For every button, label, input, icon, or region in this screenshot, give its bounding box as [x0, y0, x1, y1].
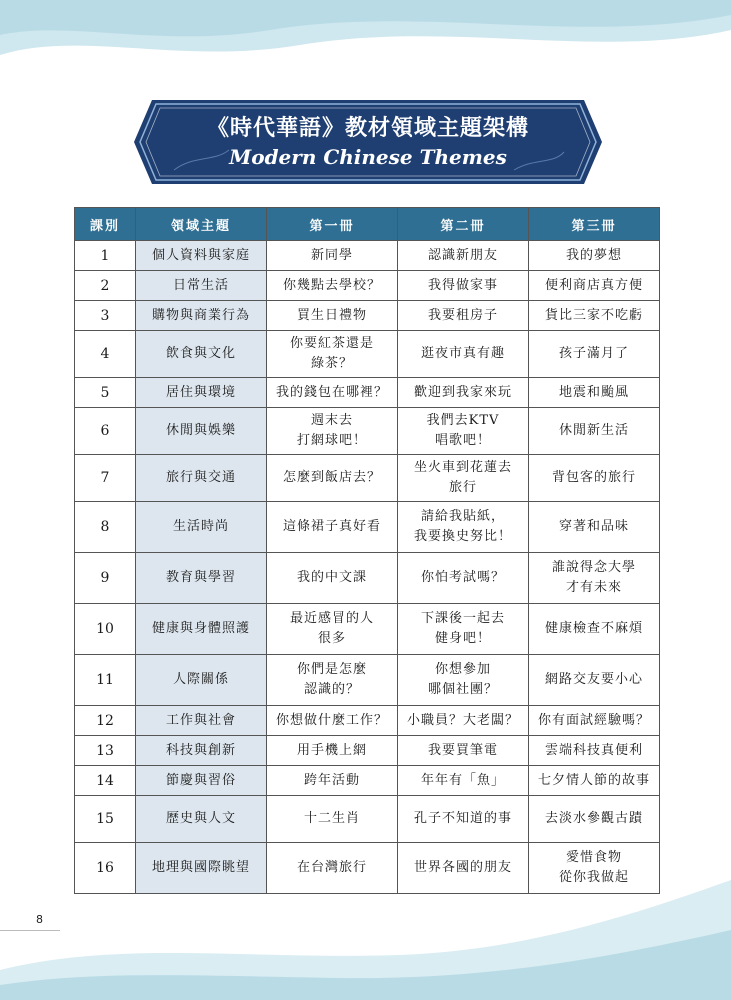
- book-2-cell-line: 哪個社團？: [427, 682, 498, 697]
- domain-cell-line: 地理與國際眺望: [151, 860, 250, 875]
- book-2-cell: [398, 655, 529, 706]
- lesson-number-cell: 14: [75, 766, 136, 796]
- book-1-cell-line: 你們是怎麼: [296, 662, 367, 677]
- domain-cell-line: 日常生活: [172, 277, 229, 293]
- book-1-cell: [267, 706, 398, 736]
- table-row: [75, 604, 660, 655]
- book-1-cell-line: 綠茶？: [310, 356, 353, 371]
- book-1-cell-line: 我的中文課: [296, 570, 367, 585]
- book-2-cell-line: 年年有「魚」: [420, 772, 505, 788]
- book-2-cell: [398, 378, 529, 408]
- book-3-cell: [529, 766, 660, 796]
- table-row: [75, 736, 660, 766]
- domain-cell: [136, 301, 267, 331]
- domain-cell: [136, 706, 267, 736]
- table-header-row: [75, 208, 660, 241]
- domain-cell: [136, 271, 267, 301]
- book-2-cell-line: 你想參加: [434, 662, 491, 677]
- book-1-cell-line: 最近感冒的人: [289, 611, 374, 626]
- lesson-number-cell: 15: [75, 796, 136, 843]
- book-1-cell-line: 你想做什麼工作？: [275, 712, 388, 728]
- book-3-cell: [529, 553, 660, 604]
- title-banner: [134, 100, 602, 184]
- book-1-cell-line: 週末去: [310, 413, 353, 428]
- domain-cell: [136, 604, 267, 655]
- lesson-number-cell: 5: [75, 378, 136, 408]
- book-3-cell-line: 健康檢查不麻煩: [544, 621, 643, 636]
- lesson-number-cell: 8: [75, 502, 136, 553]
- book-1-cell: [267, 301, 398, 331]
- book-2-cell: [398, 271, 529, 301]
- domain-cell: [136, 766, 267, 796]
- book-3-cell: [529, 604, 660, 655]
- book-3-cell: [529, 796, 660, 843]
- book-1-cell-line: 你要紅茶還是: [289, 336, 374, 351]
- lesson-number-cell: 1: [75, 241, 136, 271]
- domain-cell-line: 科技與創新: [165, 742, 236, 758]
- book-3-cell-line: 誰說得念大學: [551, 560, 636, 575]
- book-3-cell-line: 貨比三家不吃虧: [544, 307, 643, 323]
- book-3-cell: [529, 655, 660, 706]
- book-1-cell: [267, 655, 398, 706]
- book-3-cell: [529, 455, 660, 502]
- domain-cell-line: 購物與商業行為: [151, 307, 250, 323]
- book-3-cell: [529, 331, 660, 378]
- book-3-cell: [529, 241, 660, 271]
- book-1-cell: [267, 241, 398, 271]
- domain-cell: [136, 655, 267, 706]
- header-lesson: 課別: [75, 208, 136, 241]
- book-1-cell-line: 打網球吧！: [296, 433, 367, 448]
- book-1-cell: [267, 843, 398, 894]
- book-1-cell: [267, 502, 398, 553]
- book-1-cell-line: 十二生肖: [303, 811, 360, 826]
- book-3-cell-line: 才有未來: [565, 580, 622, 595]
- book-1-cell: [267, 455, 398, 502]
- book-2-cell: [398, 796, 529, 843]
- domain-cell-line: 健康與身體照護: [151, 621, 250, 636]
- book-1-cell: [267, 796, 398, 843]
- domain-cell-line: 休閒與娛樂: [165, 423, 236, 438]
- table-row: [75, 455, 660, 502]
- domain-cell-line: 個人資料與家庭: [151, 247, 250, 263]
- table-row: [75, 378, 660, 408]
- table-row: [75, 553, 660, 604]
- book-3-cell-line: 雲端科技真便利: [544, 742, 643, 758]
- table-row: [75, 766, 660, 796]
- domain-cell-line: 人際關係: [172, 672, 229, 687]
- banner-title: 《時代華語》教材領域主題架構: [206, 116, 529, 141]
- book-3-cell-line: 休閒新生活: [558, 423, 629, 438]
- book-1-cell: [267, 736, 398, 766]
- domain-cell-line: 生活時尚: [172, 519, 229, 534]
- lesson-number-cell: 3: [75, 301, 136, 331]
- book-3-cell-line: 七夕情人節的故事: [537, 772, 650, 788]
- book-2-cell: [398, 301, 529, 331]
- header-book-1: 第一冊: [267, 208, 398, 241]
- book-1-cell-line: 你幾點去學校？: [282, 277, 381, 293]
- book-3-cell-line: 從你我做起: [558, 870, 629, 885]
- table-row: [75, 843, 660, 894]
- domain-cell: [136, 408, 267, 455]
- table-row: [75, 331, 660, 378]
- lesson-number-cell: 9: [75, 553, 136, 604]
- book-2-cell-line: 孔子不知道的事: [413, 811, 512, 826]
- book-2-cell-line: 我要換史努比！: [413, 529, 512, 544]
- domain-cell: [136, 241, 267, 271]
- page-number: 8: [36, 913, 43, 926]
- book-1-cell: [267, 766, 398, 796]
- book-1-cell: [267, 408, 398, 455]
- book-1-cell: [267, 331, 398, 378]
- lesson-number-cell: 10: [75, 604, 136, 655]
- book-2-cell: [398, 604, 529, 655]
- domain-cell-line: 工作與社會: [165, 712, 236, 728]
- lesson-number-cell: 2: [75, 271, 136, 301]
- book-3-cell-line: 穿著和品味: [558, 519, 629, 534]
- book-1-cell-line: 我的錢包在哪裡？: [275, 384, 388, 400]
- book-1-cell: [267, 604, 398, 655]
- book-3-cell: [529, 502, 660, 553]
- book-2-cell-line: 你怕考試嗎？: [420, 570, 505, 585]
- book-2-cell: [398, 455, 529, 502]
- book-2-cell-line: 健身吧！: [434, 631, 491, 646]
- domain-cell: [136, 502, 267, 553]
- book-2-cell-line: 世界各國的朋友: [413, 860, 512, 875]
- themes-table: [74, 207, 660, 894]
- book-2-cell: [398, 843, 529, 894]
- book-3-cell: [529, 706, 660, 736]
- book-2-cell: [398, 502, 529, 553]
- domain-cell: [136, 736, 267, 766]
- table-row: [75, 301, 660, 331]
- book-2-cell-line: 逛夜市真有趣: [420, 346, 505, 361]
- book-1-cell-line: 買生日禮物: [296, 307, 367, 323]
- book-2-cell: [398, 241, 529, 271]
- book-2-cell-line: 我要買筆電: [427, 742, 498, 758]
- book-2-cell: [398, 331, 529, 378]
- book-2-cell-line: 小職員？大老闆？: [406, 712, 519, 728]
- book-2-cell: [398, 706, 529, 736]
- domain-cell-line: 居住與環境: [165, 384, 236, 400]
- book-1-cell-line: 用手機上網: [296, 742, 367, 758]
- book-3-cell: [529, 843, 660, 894]
- book-2-cell-line: 我要租房子: [427, 307, 498, 323]
- book-2-cell-line: 我們去KTV: [426, 413, 500, 428]
- book-3-cell: [529, 736, 660, 766]
- domain-cell: [136, 378, 267, 408]
- book-3-cell: [529, 271, 660, 301]
- table-row: [75, 796, 660, 843]
- domain-cell: [136, 455, 267, 502]
- lesson-number-cell: 13: [75, 736, 136, 766]
- banner-subtitle: Modern Chinese Themes: [229, 145, 507, 169]
- lesson-number-cell: 12: [75, 706, 136, 736]
- page-number-rule: [0, 930, 60, 931]
- domain-cell: [136, 553, 267, 604]
- domain-cell: [136, 331, 267, 378]
- book-1-cell-line: 在台灣旅行: [296, 860, 367, 875]
- book-1-cell-line: 怎麼到飯店去？: [282, 470, 381, 485]
- table-row: [75, 408, 660, 455]
- header-book-2: 第二冊: [398, 208, 529, 241]
- table-row: [75, 502, 660, 553]
- header-domain: 領域主題: [136, 208, 267, 241]
- lesson-number-cell: 4: [75, 331, 136, 378]
- book-3-cell-line: 愛惜食物: [565, 850, 622, 865]
- book-3-cell: [529, 408, 660, 455]
- book-2-cell-line: 旅行: [448, 480, 477, 495]
- book-2-cell: [398, 553, 529, 604]
- domain-cell-line: 飲食與文化: [165, 346, 236, 361]
- domain-cell-line: 教育與學習: [165, 570, 236, 585]
- book-3-cell-line: 你有面試經驗嗎？: [537, 712, 650, 728]
- book-3-cell-line: 網路交友要小心: [544, 672, 643, 687]
- book-3-cell-line: 我的夢想: [565, 247, 622, 263]
- table-row: [75, 706, 660, 736]
- domain-cell: [136, 796, 267, 843]
- domain-cell: [136, 843, 267, 894]
- book-3-cell-line: 孩子滿月了: [558, 346, 629, 361]
- book-2-cell: [398, 736, 529, 766]
- lesson-number-cell: 11: [75, 655, 136, 706]
- book-2-cell-line: 請給我貼紙，: [420, 509, 505, 524]
- book-1-cell-line: 跨年活動: [303, 772, 360, 788]
- book-2-cell-line: 認識新朋友: [427, 247, 498, 263]
- book-1-cell: [267, 378, 398, 408]
- book-2-cell-line: 坐火車到花蓮去: [413, 460, 512, 475]
- book-3-cell-line: 地震和颱風: [558, 384, 629, 400]
- table-body: [75, 241, 660, 894]
- lesson-number-cell: 7: [75, 455, 136, 502]
- domain-cell-line: 旅行與交通: [165, 470, 236, 485]
- table-row: [75, 655, 660, 706]
- book-2-cell: [398, 766, 529, 796]
- table-row: [75, 271, 660, 301]
- lesson-number-cell: 6: [75, 408, 136, 455]
- book-1-cell-line: 這條裙子真好看: [282, 519, 381, 534]
- book-3-cell-line: 便利商店真方便: [544, 277, 643, 293]
- book-2-cell-line: 唱歌吧！: [434, 433, 491, 448]
- book-1-cell-line: 很多: [317, 631, 346, 646]
- header-book-3: 第三冊: [529, 208, 660, 241]
- book-1-cell: [267, 553, 398, 604]
- book-2-cell: [398, 408, 529, 455]
- book-2-cell-line: 我得做家事: [427, 277, 498, 293]
- book-2-cell-line: 歡迎到我家來玩: [413, 384, 512, 400]
- book-1-cell-line: 新同學: [310, 247, 353, 263]
- book-3-cell-line: 背包客的旅行: [551, 470, 636, 485]
- book-3-cell: [529, 301, 660, 331]
- book-1-cell: [267, 271, 398, 301]
- book-1-cell-line: 認識的？: [303, 682, 360, 697]
- domain-cell-line: 歷史與人文: [165, 811, 236, 826]
- table-row: [75, 241, 660, 271]
- book-3-cell-line: 去淡水參觀古蹟: [544, 811, 643, 826]
- lesson-number-cell: 16: [75, 843, 136, 894]
- book-3-cell: [529, 378, 660, 408]
- domain-cell-line: 節慶與習俗: [165, 772, 236, 788]
- book-2-cell-line: 下課後一起去: [420, 611, 505, 626]
